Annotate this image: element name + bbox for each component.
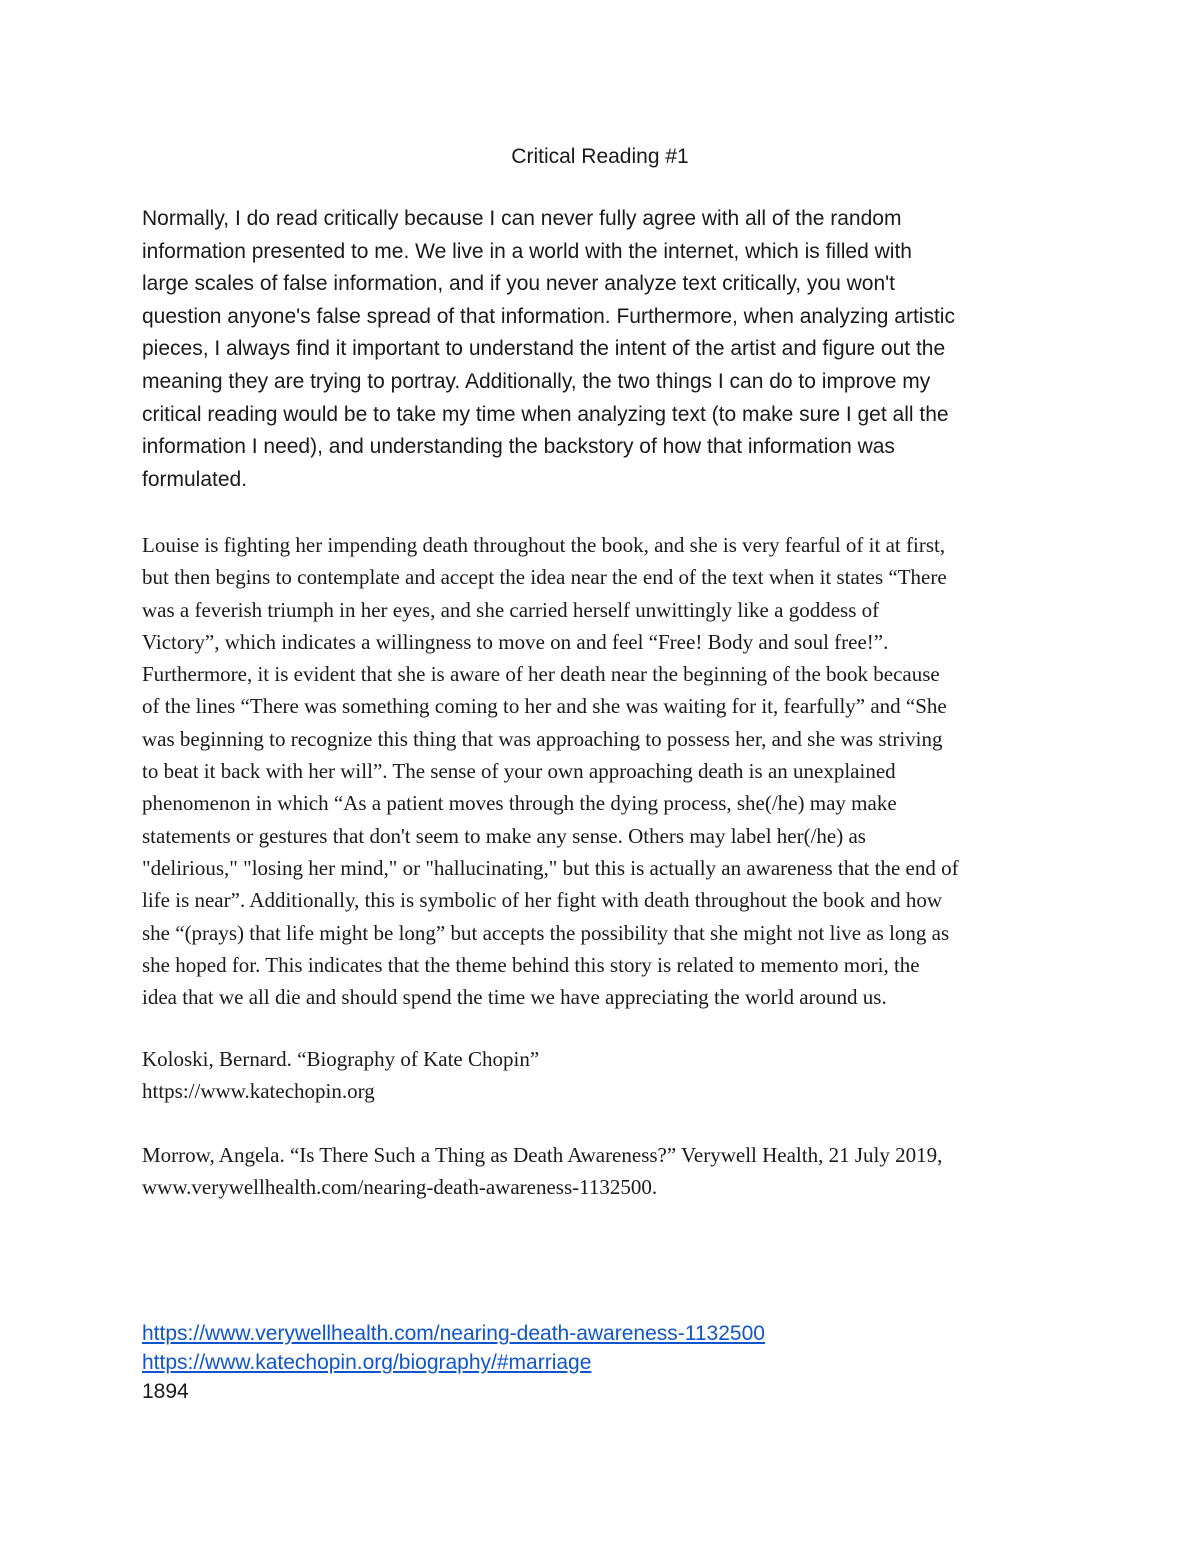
document-title: Critical Reading #1 [511, 145, 689, 168]
year-note: 1894 [142, 1380, 189, 1403]
citation-line: https://www.katechopin.org [142, 1079, 375, 1104]
paragraph-analysis [142, 529, 1072, 1013]
paragraph-line: she hoped for. This indicates that the theme behind this story is related to memento mori, the [142, 952, 920, 977]
paragraph-line: was beginning to recognize this thing that was approaching to possess her, and she was striving [142, 726, 943, 751]
paragraph-line: "delirious," "losing her mind," or "hallucinating," but this is actually an awareness that the end of [142, 855, 959, 880]
paragraph-line: large scales of false information, and if you never analyze text critically, you won't [142, 272, 895, 296]
paragraph-line: formulated. [142, 467, 248, 491]
paragraph-line: but then begins to contemplate and accept the idea near the end of the text when it states “There [142, 565, 947, 590]
paragraph-line: Furthermore, it is evident that she is aware of her death near the beginning of the book because [142, 662, 940, 687]
citation-line: Koloski, Bernard. “Biography of Kate Chopin” [142, 1047, 540, 1071]
paragraph-line: information I need), and understanding the backstory of how that information was [142, 435, 895, 459]
paragraph-line: meaning they are trying to portray. Additionally, the two things I can do to improve my [142, 369, 931, 393]
link-katechopin[interactable]: https://www.katechopin.org/biography/#marriage [142, 1351, 592, 1374]
citation-line: Morrow, Angela. “Is There Such a Thing as Death Awareness?” Verywell Health, 21 July 2019, [142, 1143, 943, 1167]
citation-line: www.verywellhealth.com/nearing-death-awareness-1132500. [142, 1175, 658, 1200]
citation-koloski [142, 1043, 1072, 1108]
paragraph-line: statements or gestures that don't seem to make any sense. Others may label her(/he) as [142, 823, 866, 848]
reference-links [142, 1319, 1072, 1406]
paragraph-line: phenomenon in which “As a patient moves through the dying process, she(/he) may make [142, 791, 897, 816]
paragraph-line: Victory”, which indicates a willingness to move on and feel “Free! Body and soul free!”. [142, 629, 889, 654]
paragraph-line: information presented to me. We live in a world with the internet, which is filled with [142, 239, 912, 263]
paragraph-line: of the lines “There was something coming to her and she was waiting for it, fearfully” and “She [142, 694, 947, 719]
paragraph-line: life is near”. Additionally, this is symbolic of her fight with death throughout the book and how [142, 888, 943, 913]
paragraph-line: Louise is fighting her impending death throughout the book, and she is very fearful of it at first, [142, 533, 946, 557]
paragraph-line: question anyone's false spread of that information. Furthermore, when analyzing artistic [142, 304, 955, 328]
paragraph-line: idea that we all die and should spend the time we have appreciating the world around us. [142, 985, 887, 1010]
paragraph-line: was a feverish triumph in her eyes, and she carried herself unwittingly like a goddess of [142, 597, 880, 622]
link-verywellhealth[interactable]: https://www.verywellhealth.com/nearing-death-awareness-1132500 [142, 1322, 765, 1345]
paragraph-line: critical reading would be to take my time when analyzing text (to make sure I get all the [142, 402, 949, 426]
paragraph-reflection [142, 203, 1072, 496]
paragraph-line: Normally, I do read critically because I can never fully agree with all of the random [142, 207, 902, 230]
citation-morrow [142, 1139, 1072, 1204]
paragraph-line: to beat it back with her will”. The sense of your own approaching death is an unexplained [142, 759, 896, 784]
paragraph-line: she “(prays) that life might be long” but accepts the possibility that she might not live as long as [142, 920, 950, 945]
paragraph-line: pieces, I always find it important to understand the intent of the artist and figure out the [142, 337, 946, 361]
